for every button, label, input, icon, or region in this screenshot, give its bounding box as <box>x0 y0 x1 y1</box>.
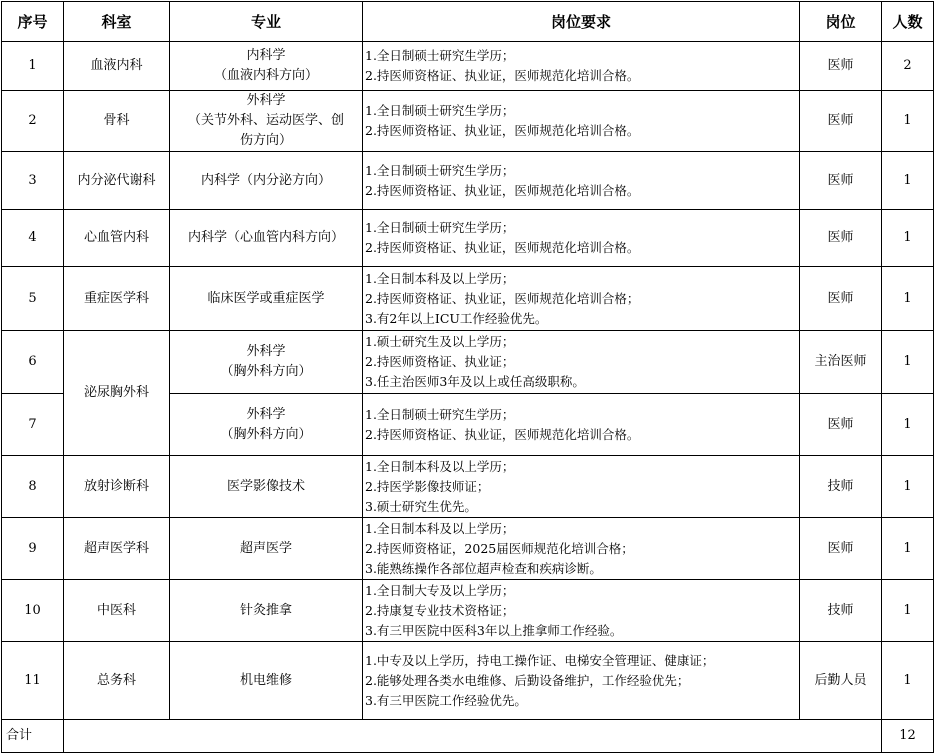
major: 医学影像技术 <box>170 456 363 518</box>
major: 机电维修 <box>170 642 363 720</box>
major: 外科学 （关节外科、运动医学、创 伤方向） <box>170 91 363 152</box>
headcount: 1 <box>882 267 934 331</box>
total-row <box>2 720 934 753</box>
post: 医师 <box>800 152 882 210</box>
major: 超声医学 <box>170 518 363 580</box>
header-major: 专业 <box>170 2 363 42</box>
department: 中医科 <box>64 580 170 642</box>
row-number: 4 <box>2 210 64 267</box>
requirements: 1.中专及以上学历，持电工操作证、电梯安全管理证、健康证； 2.能够处理各类水电维修、后勤设备维护，工作经验优先； 3.有三甲医院工作经验优先。 <box>363 642 800 720</box>
department: 放射诊断科 <box>64 456 170 518</box>
header-count: 人数 <box>882 2 934 42</box>
major: 外科学 （胸外科方向） <box>170 331 363 394</box>
row-number: 8 <box>2 456 64 518</box>
post: 医师 <box>800 267 882 331</box>
department: 总务科 <box>64 642 170 720</box>
major: 临床医学或重症医学 <box>170 267 363 331</box>
department: 泌尿胸外科 <box>64 331 170 456</box>
requirements: 1.全日制硕士研究生学历； 2.持医师资格证、执业证，医师规范化培训合格。 <box>363 152 800 210</box>
row-number: 7 <box>2 394 64 456</box>
post: 后勤人员 <box>800 642 882 720</box>
requirements: 1.全日制硕士研究生学历； 2.持医师资格证、执业证，医师规范化培训合格。 <box>363 394 800 456</box>
headcount: 2 <box>882 42 934 91</box>
total-spacer <box>64 720 882 753</box>
requirements: 1.全日制硕士研究生学历； 2.持医师资格证、执业证，医师规范化培训合格。 <box>363 210 800 267</box>
headcount: 1 <box>882 152 934 210</box>
requirements: 1.全日制本科及以上学历； 2.持医学影像技师证； 3.硕士研究生优先。 <box>363 456 800 518</box>
department: 内分泌代谢科 <box>64 152 170 210</box>
recruitment-table <box>1 1 934 753</box>
header-no: 序号 <box>2 2 64 42</box>
table-row <box>2 518 934 580</box>
table-row <box>2 456 934 518</box>
post: 医师 <box>800 394 882 456</box>
table-row <box>2 210 934 267</box>
department: 骨科 <box>64 91 170 152</box>
major: 外科学 （胸外科方向） <box>170 394 363 456</box>
post: 技师 <box>800 456 882 518</box>
table-row <box>2 580 934 642</box>
table-row <box>2 91 934 152</box>
requirements: 1.全日制硕士研究生学历； 2.持医师资格证、执业证，医师规范化培训合格。 <box>363 91 800 152</box>
requirements: 1.全日制硕士研究生学历； 2.持医师资格证、执业证，医师规范化培训合格。 <box>363 42 800 91</box>
table-row <box>2 42 934 91</box>
row-number: 5 <box>2 267 64 331</box>
total-label: 合计 <box>2 720 64 753</box>
requirements: 1.全日制本科及以上学历； 2.持医师资格证，2025届医师规范化培训合格； 3.能熟练操作各部位超声检查和疾病诊断。 <box>363 518 800 580</box>
requirements: 1.硕士研究生及以上学历； 2.持医师资格证、执业证； 3.任主治医师3年及以上或任高级职称。 <box>363 331 800 394</box>
major: 内科学（心血管内科方向） <box>170 210 363 267</box>
post: 技师 <box>800 580 882 642</box>
post: 医师 <box>800 42 882 91</box>
table-row <box>2 267 934 331</box>
table-row <box>2 642 934 720</box>
headcount: 1 <box>882 580 934 642</box>
row-number: 3 <box>2 152 64 210</box>
post: 医师 <box>800 91 882 152</box>
headcount: 1 <box>882 331 934 394</box>
post: 主治医师 <box>800 331 882 394</box>
headcount: 1 <box>882 91 934 152</box>
department: 血液内科 <box>64 42 170 91</box>
row-number: 1 <box>2 42 64 91</box>
headcount: 1 <box>882 210 934 267</box>
major: 内科学 （血液内科方向） <box>170 42 363 91</box>
row-number: 11 <box>2 642 64 720</box>
requirements: 1.全日制本科及以上学历； 2.持医师资格证、执业证，医师规范化培训合格； 3.有2年以上ICU工作经验优先。 <box>363 267 800 331</box>
major: 针灸推拿 <box>170 580 363 642</box>
row-number: 6 <box>2 331 64 394</box>
header-dept: 科室 <box>64 2 170 42</box>
headcount: 1 <box>882 518 934 580</box>
department: 重症医学科 <box>64 267 170 331</box>
row-number: 10 <box>2 580 64 642</box>
requirements: 1.全日制大专及以上学历； 2.持康复专业技术资格证； 3.有三甲医院中医科3年以上推拿师工作经验。 <box>363 580 800 642</box>
major: 内科学（内分泌方向） <box>170 152 363 210</box>
post: 医师 <box>800 210 882 267</box>
header-post: 岗位 <box>800 2 882 42</box>
row-number: 9 <box>2 518 64 580</box>
header-requirements: 岗位要求 <box>363 2 800 42</box>
table-row <box>2 152 934 210</box>
table-row <box>2 331 934 394</box>
department: 超声医学科 <box>64 518 170 580</box>
headcount: 1 <box>882 642 934 720</box>
row-number: 2 <box>2 91 64 152</box>
header-row <box>2 2 934 42</box>
headcount: 1 <box>882 456 934 518</box>
department: 心血管内科 <box>64 210 170 267</box>
post: 医师 <box>800 518 882 580</box>
total-count: 12 <box>882 720 934 753</box>
headcount: 1 <box>882 394 934 456</box>
